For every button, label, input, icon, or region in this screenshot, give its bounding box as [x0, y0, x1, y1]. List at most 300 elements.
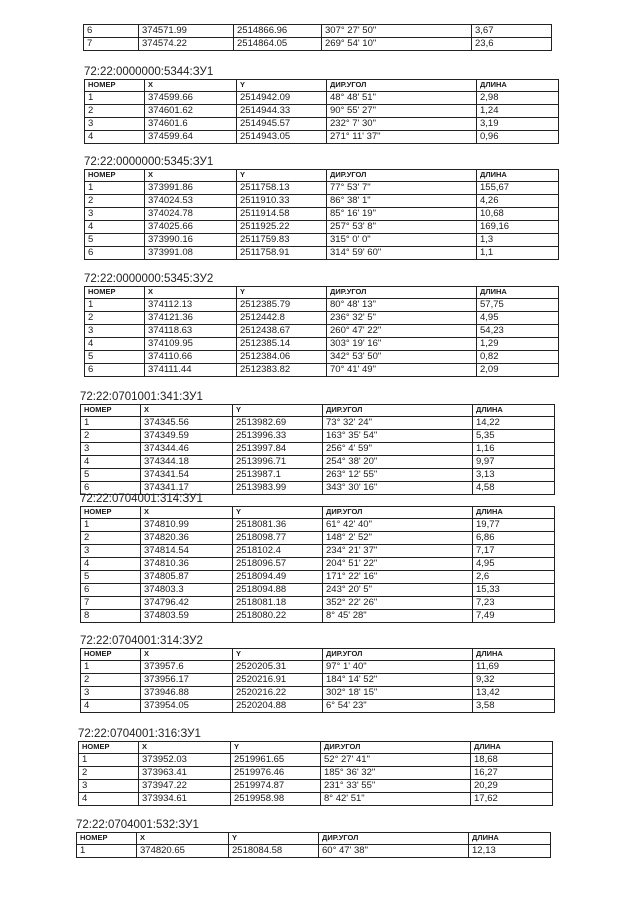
length-cell: 0,82 [477, 351, 559, 364]
table-row [81, 661, 555, 674]
header-y: Y [229, 833, 319, 845]
direction-angle-cell: 352° 22' 26" [323, 597, 473, 610]
x-coordinate-cell: 374803.59 [141, 610, 233, 623]
length-cell: 1,29 [477, 338, 559, 351]
header-y: Y [237, 287, 327, 299]
x-coordinate-cell: 373954.05 [141, 700, 233, 713]
length-cell: 2,98 [477, 92, 559, 105]
x-coordinate-cell: 373952.03 [139, 754, 231, 767]
y-coordinate-cell: 2511914.58 [237, 208, 327, 221]
table-row [81, 571, 555, 584]
parcel-cadastral-number: 72:22:0000000:5344:ЗУ1 [84, 66, 214, 78]
direction-angle-cell: 6° 54' 23" [323, 700, 473, 713]
header-angle: ДИР.УГОЛ [327, 170, 477, 182]
header-num: НОМЕР [85, 287, 145, 299]
y-coordinate-cell: 2514866.96 [234, 25, 322, 38]
table-row [81, 469, 555, 482]
y-coordinate-cell: 2518094.88 [233, 584, 323, 597]
table-row [85, 182, 559, 195]
parcel-cadastral-number: 72:22:0701001:341:ЗУ1 [80, 391, 203, 403]
point-number-cell: 8 [81, 610, 141, 623]
length-cell: 15,33 [473, 584, 555, 597]
parcel-section [80, 492, 555, 623]
parcel-section [84, 65, 559, 144]
length-cell: 3,67 [472, 25, 552, 38]
x-coordinate-cell: 374796.42 [141, 597, 233, 610]
point-number-cell: 3 [85, 325, 145, 338]
direction-angle-cell: 257° 53' 8" [327, 221, 477, 234]
table-row [81, 545, 555, 558]
y-coordinate-cell: 2519958.98 [231, 793, 321, 806]
parcel-section [78, 727, 553, 806]
table-row [85, 92, 559, 105]
table-row [85, 195, 559, 208]
x-coordinate-cell: 374109.95 [145, 338, 237, 351]
point-number-cell: 6 [81, 584, 141, 597]
header-angle: ДИР.УГОЛ [319, 833, 469, 845]
header-angle: ДИР.УГОЛ [323, 507, 473, 519]
x-coordinate-cell: 374810.36 [141, 558, 233, 571]
y-coordinate-cell: 2513983.99 [233, 482, 323, 495]
table-row [77, 845, 551, 858]
table-row [81, 456, 555, 469]
direction-angle-cell: 52° 27' 41" [321, 754, 471, 767]
length-cell: 3,58 [473, 700, 555, 713]
length-cell: 4,95 [473, 558, 555, 571]
length-cell: 20,29 [471, 780, 553, 793]
header-num: НОМЕР [81, 405, 141, 417]
coordinates-table [80, 404, 555, 495]
direction-angle-cell: 73° 32' 24" [323, 417, 473, 430]
point-number-cell: 6 [81, 482, 141, 495]
coordinates-table [84, 286, 559, 377]
length-cell: 7,23 [473, 597, 555, 610]
point-number-cell: 3 [81, 443, 141, 456]
x-coordinate-cell: 374118.63 [145, 325, 237, 338]
parcel-cadastral-number: 72:22:0000000:5345:ЗУ1 [84, 156, 214, 168]
x-coordinate-cell: 373934.61 [139, 793, 231, 806]
header-y: Y [231, 742, 321, 754]
x-coordinate-cell: 374111.44 [145, 364, 237, 377]
table-row [81, 443, 555, 456]
header-angle: ДИР.УГОЛ [323, 649, 473, 661]
header-y: Y [233, 405, 323, 417]
length-cell: 16,27 [471, 767, 553, 780]
direction-angle-cell: 236° 32' 5" [327, 312, 477, 325]
direction-angle-cell: 314° 59' 60" [327, 247, 477, 260]
table-row [85, 221, 559, 234]
y-coordinate-cell: 2513996.71 [233, 456, 323, 469]
header-angle: ДИР.УГОЛ [321, 742, 471, 754]
point-number-cell: 5 [85, 234, 145, 247]
table-row [85, 312, 559, 325]
length-cell: 1,3 [477, 234, 559, 247]
length-cell: 155,67 [477, 182, 559, 195]
direction-angle-cell: 269° 54' 10" [322, 38, 472, 51]
x-coordinate-cell: 374024.78 [145, 208, 237, 221]
direction-angle-cell: 163° 35' 54" [323, 430, 473, 443]
x-coordinate-cell: 374341.17 [141, 482, 233, 495]
length-cell: 1,24 [477, 105, 559, 118]
coordinates-table [84, 169, 559, 260]
table-row [85, 338, 559, 351]
parcel-section [76, 818, 551, 858]
direction-angle-cell: 85° 16' 19" [327, 208, 477, 221]
table-row [81, 687, 555, 700]
table-row [85, 364, 559, 377]
y-coordinate-cell: 2519974.87 [231, 780, 321, 793]
point-number-cell: 6 [85, 247, 145, 260]
y-coordinate-cell: 2518081.36 [233, 519, 323, 532]
table-row [81, 519, 555, 532]
table-row [85, 131, 559, 144]
point-number-cell: 1 [85, 92, 145, 105]
x-coordinate-cell: 373990.16 [145, 234, 237, 247]
table-header-row [85, 80, 559, 92]
header-length: ДЛИНА [469, 833, 551, 845]
table-row [79, 780, 553, 793]
y-coordinate-cell: 2512438.67 [237, 325, 327, 338]
point-number-cell: 4 [85, 131, 145, 144]
point-number-cell: 3 [81, 687, 141, 700]
parcel-cadastral-number: 72:22:0000000:5345:ЗУ2 [84, 273, 214, 285]
y-coordinate-cell: 2511759.83 [237, 234, 327, 247]
x-coordinate-cell: 374571.99 [139, 25, 234, 38]
point-number-cell: 6 [85, 364, 145, 377]
y-coordinate-cell: 2511910.33 [237, 195, 327, 208]
header-length: ДЛИНА [473, 405, 555, 417]
header-length: ДЛИНА [477, 170, 559, 182]
parcel-cadastral-number: 72:22:0704001:316:ЗУ1 [78, 728, 201, 740]
header-x: X [141, 507, 233, 519]
direction-angle-cell: 256° 4' 59" [323, 443, 473, 456]
point-number-cell: 2 [81, 674, 141, 687]
x-coordinate-cell: 373991.86 [145, 182, 237, 195]
length-cell: 2,6 [473, 571, 555, 584]
header-num: НОМЕР [85, 80, 145, 92]
table-header-row [81, 405, 555, 417]
table-row [85, 234, 559, 247]
table-row [85, 105, 559, 118]
header-x: X [141, 405, 233, 417]
length-cell: 169,16 [477, 221, 559, 234]
x-coordinate-cell: 374110.66 [145, 351, 237, 364]
direction-angle-cell: 260° 47' 22" [327, 325, 477, 338]
direction-angle-cell: 77° 53' 7" [327, 182, 477, 195]
direction-angle-cell: 231° 33' 55" [321, 780, 471, 793]
direction-angle-cell: 86° 38' 1" [327, 195, 477, 208]
table-header-row [81, 507, 555, 519]
header-num: НОМЕР [77, 833, 137, 845]
x-coordinate-cell: 374599.66 [145, 92, 237, 105]
x-coordinate-cell: 373963.41 [139, 767, 231, 780]
direction-angle-cell: 243° 20' 5" [323, 584, 473, 597]
y-coordinate-cell: 2514944.33 [237, 105, 327, 118]
length-cell: 4,26 [477, 195, 559, 208]
x-coordinate-cell: 374599.64 [145, 131, 237, 144]
length-cell: 18,68 [471, 754, 553, 767]
y-coordinate-cell: 2518081.18 [233, 597, 323, 610]
table-row [81, 532, 555, 545]
table-header-row [81, 649, 555, 661]
y-coordinate-cell: 2518102.4 [233, 545, 323, 558]
length-cell: 1,16 [473, 443, 555, 456]
header-y: Y [237, 80, 327, 92]
direction-angle-cell: 70° 41' 49" [327, 364, 477, 377]
y-coordinate-cell: 2513996.33 [233, 430, 323, 443]
header-angle: ДИР.УГОЛ [323, 405, 473, 417]
length-cell: 12,13 [469, 845, 551, 858]
point-number-cell: 5 [85, 351, 145, 364]
table-row [81, 700, 555, 713]
header-length: ДЛИНА [477, 80, 559, 92]
x-coordinate-cell: 374024.53 [145, 195, 237, 208]
table-header-row [79, 742, 553, 754]
length-cell: 0,96 [477, 131, 559, 144]
y-coordinate-cell: 2512442.8 [237, 312, 327, 325]
y-coordinate-cell: 2514942.09 [237, 92, 327, 105]
point-number-cell: 3 [79, 780, 139, 793]
x-coordinate-cell: 373946.88 [141, 687, 233, 700]
y-coordinate-cell: 2512385.14 [237, 338, 327, 351]
direction-angle-cell: 232° 7' 30" [327, 118, 477, 131]
direction-angle-cell: 8° 42' 51" [321, 793, 471, 806]
point-number-cell: 7 [84, 38, 139, 51]
table-row [84, 25, 552, 38]
point-number-cell: 3 [85, 208, 145, 221]
header-angle: ДИР.УГОЛ [327, 80, 477, 92]
header-x: X [141, 649, 233, 661]
y-coordinate-cell: 2519961.65 [231, 754, 321, 767]
direction-angle-cell: 184° 14' 52" [323, 674, 473, 687]
x-coordinate-cell: 374601.6 [145, 118, 237, 131]
table-row [79, 754, 553, 767]
table-header-row [85, 287, 559, 299]
length-cell: 4,58 [473, 482, 555, 495]
y-coordinate-cell: 2511758.13 [237, 182, 327, 195]
length-cell: 57,75 [477, 299, 559, 312]
coordinates-table [83, 24, 552, 51]
point-number-cell: 1 [81, 417, 141, 430]
coordinates-table [80, 648, 555, 713]
direction-angle-cell: 307° 27' 50" [322, 25, 472, 38]
x-coordinate-cell: 374805.87 [141, 571, 233, 584]
y-coordinate-cell: 2514864.05 [234, 38, 322, 51]
y-coordinate-cell: 2518096.57 [233, 558, 323, 571]
length-cell: 23,6 [472, 38, 552, 51]
direction-angle-cell: 342° 53' 50" [327, 351, 477, 364]
header-x: X [145, 170, 237, 182]
length-cell: 14,22 [473, 417, 555, 430]
point-number-cell: 3 [85, 118, 145, 131]
y-coordinate-cell: 2518098.77 [233, 532, 323, 545]
y-coordinate-cell: 2520216.91 [233, 674, 323, 687]
length-cell: 1,1 [477, 247, 559, 260]
y-coordinate-cell: 2520204.88 [233, 700, 323, 713]
y-coordinate-cell: 2520205.31 [233, 661, 323, 674]
table-row [81, 610, 555, 623]
length-cell: 5,35 [473, 430, 555, 443]
table-row [85, 299, 559, 312]
table-row [81, 430, 555, 443]
point-number-cell: 3 [81, 545, 141, 558]
y-coordinate-cell: 2520216.22 [233, 687, 323, 700]
x-coordinate-cell: 374601.62 [145, 105, 237, 118]
length-cell: 17,62 [471, 793, 553, 806]
direction-angle-cell: 90° 55' 27" [327, 105, 477, 118]
point-number-cell: 4 [85, 338, 145, 351]
y-coordinate-cell: 2512384.06 [237, 351, 327, 364]
header-y: Y [237, 170, 327, 182]
point-number-cell: 2 [79, 767, 139, 780]
table-row [81, 558, 555, 571]
parcel-section [83, 24, 552, 51]
y-coordinate-cell: 2518080.22 [233, 610, 323, 623]
x-coordinate-cell: 374112.13 [145, 299, 237, 312]
length-cell: 6,86 [473, 532, 555, 545]
point-number-cell: 1 [85, 299, 145, 312]
coordinates-table [76, 832, 551, 858]
point-number-cell: 2 [85, 195, 145, 208]
table-row [79, 767, 553, 780]
table-row [81, 417, 555, 430]
length-cell: 2,09 [477, 364, 559, 377]
x-coordinate-cell: 374344.18 [141, 456, 233, 469]
point-number-cell: 4 [81, 456, 141, 469]
length-cell: 9,97 [473, 456, 555, 469]
coordinates-table [78, 741, 553, 806]
header-y: Y [233, 649, 323, 661]
x-coordinate-cell: 373991.08 [145, 247, 237, 260]
x-coordinate-cell: 374820.65 [137, 845, 229, 858]
direction-angle-cell: 8° 45' 28" [323, 610, 473, 623]
point-number-cell: 2 [81, 430, 141, 443]
point-number-cell: 6 [84, 25, 139, 38]
parcel-cadastral-number: 72:22:0704001:532:ЗУ1 [76, 819, 199, 831]
header-num: НОМЕР [85, 170, 145, 182]
point-number-cell: 7 [81, 597, 141, 610]
point-number-cell: 1 [79, 754, 139, 767]
y-coordinate-cell: 2512383.82 [237, 364, 327, 377]
header-length: ДЛИНА [471, 742, 553, 754]
header-num: НОМЕР [81, 649, 141, 661]
y-coordinate-cell: 2511758.91 [237, 247, 327, 260]
header-x: X [139, 742, 231, 754]
table-row [81, 674, 555, 687]
table-row [85, 208, 559, 221]
direction-angle-cell: 263° 12' 55" [323, 469, 473, 482]
point-number-cell: 1 [77, 845, 137, 858]
direction-angle-cell: 185° 36' 32" [321, 767, 471, 780]
point-number-cell: 2 [85, 312, 145, 325]
x-coordinate-cell: 374025.66 [145, 221, 237, 234]
point-number-cell: 5 [81, 571, 141, 584]
direction-angle-cell: 80° 48' 13" [327, 299, 477, 312]
length-cell: 13,42 [473, 687, 555, 700]
point-number-cell: 1 [85, 182, 145, 195]
point-number-cell: 1 [81, 661, 141, 674]
x-coordinate-cell: 373957.6 [141, 661, 233, 674]
direction-angle-cell: 315° 0' 0" [327, 234, 477, 247]
table-row [84, 38, 552, 51]
x-coordinate-cell: 373956.17 [141, 674, 233, 687]
x-coordinate-cell: 374574.22 [139, 38, 234, 51]
x-coordinate-cell: 374803.3 [141, 584, 233, 597]
direction-angle-cell: 271° 11' 37" [327, 131, 477, 144]
table-row [81, 584, 555, 597]
direction-angle-cell: 171° 22' 16" [323, 571, 473, 584]
direction-angle-cell: 148° 2' 52" [323, 532, 473, 545]
x-coordinate-cell: 374349.59 [141, 430, 233, 443]
y-coordinate-cell: 2513982.69 [233, 417, 323, 430]
point-number-cell: 2 [85, 105, 145, 118]
table-row [79, 793, 553, 806]
point-number-cell: 4 [81, 558, 141, 571]
x-coordinate-cell: 373947.22 [139, 780, 231, 793]
direction-angle-cell: 204° 51' 22" [323, 558, 473, 571]
point-number-cell: 4 [79, 793, 139, 806]
direction-angle-cell: 234° 21' 37" [323, 545, 473, 558]
y-coordinate-cell: 2511925.22 [237, 221, 327, 234]
length-cell: 9,32 [473, 674, 555, 687]
point-number-cell: 4 [85, 221, 145, 234]
parcel-cadastral-number: 72:22:0704001:314:ЗУ1 [80, 493, 203, 505]
coordinates-table [80, 506, 555, 623]
y-coordinate-cell: 2513987.1 [233, 469, 323, 482]
y-coordinate-cell: 2514943.05 [237, 131, 327, 144]
table-row [85, 247, 559, 260]
header-length: ДЛИНА [473, 649, 555, 661]
header-y: Y [233, 507, 323, 519]
length-cell: 3,19 [477, 118, 559, 131]
direction-angle-cell: 302° 18' 15" [323, 687, 473, 700]
parcel-cadastral-number: 72:22:0704001:314:ЗУ2 [80, 635, 203, 647]
length-cell: 3,13 [473, 469, 555, 482]
direction-angle-cell: 60° 47' 38" [319, 845, 469, 858]
parcel-section [84, 272, 559, 377]
length-cell: 4,95 [477, 312, 559, 325]
table-row [85, 325, 559, 338]
length-cell: 10,68 [477, 208, 559, 221]
header-x: X [145, 80, 237, 92]
table-row [85, 118, 559, 131]
x-coordinate-cell: 374344.46 [141, 443, 233, 456]
parcel-section [80, 390, 555, 495]
x-coordinate-cell: 374121.36 [145, 312, 237, 325]
direction-angle-cell: 303° 19' 16" [327, 338, 477, 351]
header-x: X [137, 833, 229, 845]
point-number-cell: 4 [81, 700, 141, 713]
direction-angle-cell: 97° 1' 40" [323, 661, 473, 674]
header-x: X [145, 287, 237, 299]
header-length: ДЛИНА [473, 507, 555, 519]
header-num: НОМЕР [81, 507, 141, 519]
x-coordinate-cell: 374810.99 [141, 519, 233, 532]
point-number-cell: 1 [81, 519, 141, 532]
table-header-row [77, 833, 551, 845]
parcel-section [84, 155, 559, 260]
coordinates-table [84, 79, 559, 144]
length-cell: 7,49 [473, 610, 555, 623]
parcel-section [80, 634, 555, 713]
y-coordinate-cell: 2518084.58 [229, 845, 319, 858]
x-coordinate-cell: 374820.36 [141, 532, 233, 545]
y-coordinate-cell: 2513997.84 [233, 443, 323, 456]
direction-angle-cell: 254° 38' 20" [323, 456, 473, 469]
direction-angle-cell: 61° 42' 40" [323, 519, 473, 532]
header-angle: ДИР.УГОЛ [327, 287, 477, 299]
y-coordinate-cell: 2518094.49 [233, 571, 323, 584]
